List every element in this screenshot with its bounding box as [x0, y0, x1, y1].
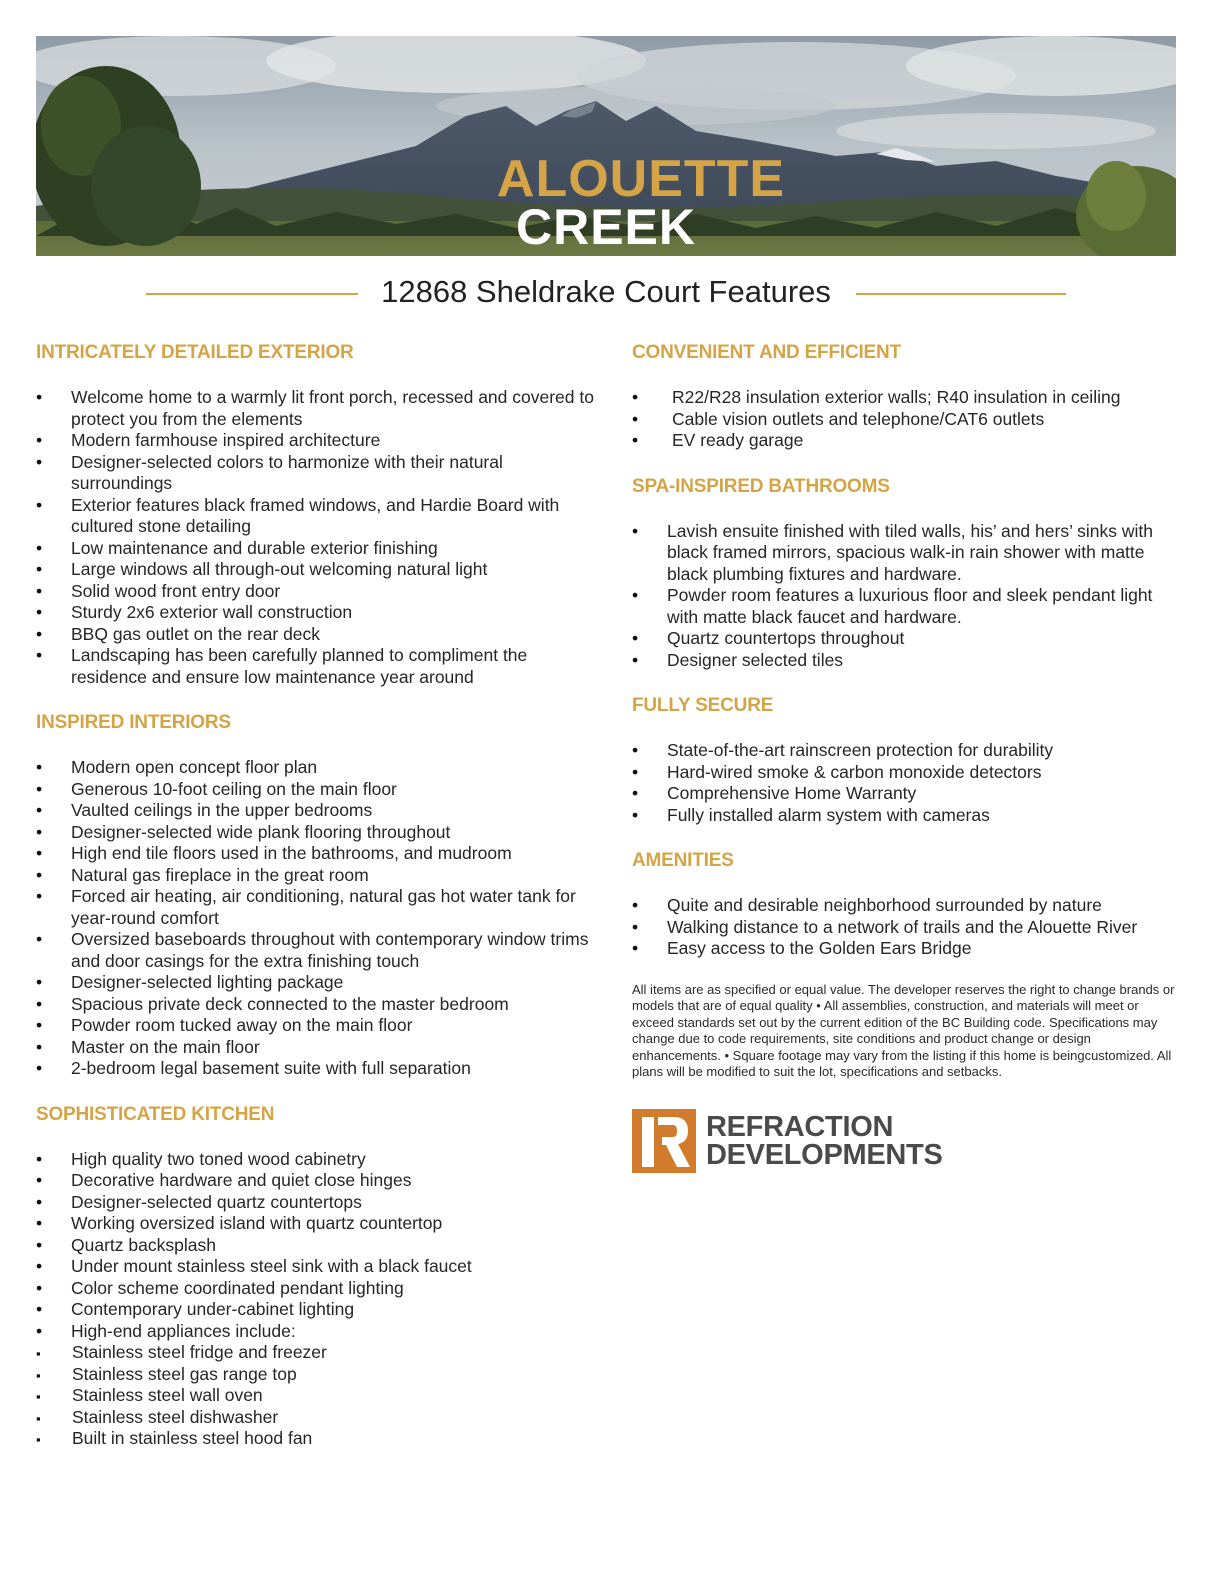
header-banner	[36, 36, 1176, 256]
list-item: • High quality two toned wood cabinetry	[36, 1149, 596, 1171]
list-item: • Exterior features black framed windows, and Hardie Board with cultured stone detailing	[36, 495, 596, 538]
section-heading: SPA-INSPIRED BATHROOMS	[632, 475, 890, 497]
list-item: • Lavish ensuite finished with tiled walls, his’ and hers’ sinks with black framed mirrors, spacious walk-in rain shower with matte black plumbing fixtures and hardware.	[632, 521, 1177, 586]
list-item: • BBQ gas outlet on the rear deck	[36, 624, 596, 646]
list-item: • R22/R28 insulation exterior walls; R40 insulation in ceiling	[632, 387, 1177, 409]
title-row	[36, 272, 1176, 312]
list-item: • Designer selected tiles	[632, 650, 1177, 672]
list-item: • Quartz countertops throughout	[632, 628, 1177, 650]
list-item: • Easy access to the Golden Ears Bridge	[632, 938, 1177, 960]
section-heading: CONVENIENT AND EFFICIENT	[632, 342, 901, 363]
feature-list	[632, 521, 1177, 672]
section-heading: INSPIRED INTERIORS	[36, 712, 231, 733]
list-item: • Designer-selected quartz countertops	[36, 1192, 596, 1214]
list-item: • Contemporary under-cabinet lighting	[36, 1299, 596, 1321]
page-title: 12868 Sheldrake Court Features	[381, 274, 831, 309]
list-item: • High end tile floors used in the bathrooms, and mudroom	[36, 843, 596, 865]
section-heading: FULLY SECURE	[632, 695, 774, 716]
list-item: • Walking distance to a network of trails and the Alouette River	[632, 917, 1177, 939]
feature-list	[632, 740, 1177, 826]
list-item: • Cable vision outlets and telephone/CAT6 outlets	[632, 409, 1177, 431]
logo-line-developments: DEVELOPMENTS	[706, 1138, 943, 1171]
left-column	[36, 340, 596, 1472]
section-heading: INTRICATELY DETAILED EXTERIOR	[36, 342, 354, 363]
list-item: • Modern farmhouse inspired architecture	[36, 430, 596, 452]
logo-wordmark	[706, 1110, 943, 1171]
list-item: • Working oversized island with quartz countertop	[36, 1213, 596, 1235]
list-item: • High-end appliances include:	[36, 1321, 596, 1343]
feature-list	[632, 387, 1177, 452]
feature-list	[36, 387, 596, 688]
list-item: • Quartz backsplash	[36, 1235, 596, 1257]
list-item: • Designer-selected colors to harmonize with their natural surroundings	[36, 452, 596, 495]
section-interiors	[36, 710, 596, 1080]
list-item: • Decorative hardware and quiet close hinges	[36, 1170, 596, 1192]
list-item: • Natural gas fireplace in the great room	[36, 865, 596, 887]
list-item: • Oversized baseboards throughout with contemporary window trims and door casings for the extra finishing touch	[36, 929, 596, 972]
appliance-item: ▪ Stainless steel gas range top	[36, 1364, 596, 1386]
brand-wordmark	[36, 150, 1176, 255]
list-item: • Landscaping has been carefully planned to compliment the residence and ensure low maintenance year around	[36, 645, 596, 688]
list-item: • EV ready garage	[632, 430, 1177, 452]
section-fully-secure	[632, 693, 1177, 826]
list-item: • Under mount stainless steel sink with a black faucet	[36, 1256, 596, 1278]
section-amenities	[632, 848, 1177, 960]
list-item: • Forced air heating, air conditioning, natural gas hot water tank for year-round comfort	[36, 886, 596, 929]
section-kitchen	[36, 1102, 596, 1450]
brand-line-creek: CREEK	[515, 199, 697, 255]
list-item: • Powder room features a luxurious floor and sleek pendant light with matte black faucet and hardware.	[632, 585, 1177, 628]
appliance-item: ▪ Stainless steel fridge and freezer	[36, 1342, 596, 1364]
list-item: • Master on the main floor	[36, 1037, 596, 1059]
list-item: • Generous 10-foot ceiling on the main floor	[36, 779, 596, 801]
list-item: • Designer-selected lighting package	[36, 972, 596, 994]
list-item: • 2-bedroom legal basement suite with full separation	[36, 1058, 596, 1080]
section-exterior	[36, 340, 596, 688]
list-item: • Large windows all through-out welcoming natural light	[36, 559, 596, 581]
list-item: • Low maintenance and durable exterior finishing	[36, 538, 596, 560]
section-heading: SOPHISTICATED KITCHEN	[36, 1103, 275, 1125]
list-item: • Sturdy 2x6 exterior wall construction	[36, 602, 596, 624]
right-column	[632, 340, 1177, 1173]
list-item: • Modern open concept floor plan	[36, 757, 596, 779]
list-item: • Spacious private deck connected to the master bedroom	[36, 994, 596, 1016]
appliance-item: ▪ Stainless steel dishwasher	[36, 1407, 596, 1429]
logo-line-refraction: REFRACTION	[706, 1110, 894, 1143]
list-item: • Comprehensive Home Warranty	[632, 783, 1177, 805]
list-item: • Hard-wired smoke & carbon monoxide detectors	[632, 762, 1177, 784]
appliance-item: ▪ Built in stainless steel hood fan	[36, 1428, 596, 1450]
section-heading: AMENITIES	[632, 850, 734, 871]
list-item: • Color scheme coordinated pendant lighting	[36, 1278, 596, 1300]
section-convenient-efficient	[632, 340, 1177, 452]
list-item: • Solid wood front entry door	[36, 581, 596, 603]
appliance-list	[36, 1342, 596, 1450]
list-item: • Powder room tucked away on the main floor	[36, 1015, 596, 1037]
disclaimer-text: All items are as specified or equal value. The developer reserves the right to change brands or models that are of equal quality • All assemblies, construction, and materials will meet or exceed standards set out by the current edition of the BC Building code. Specifications may change due to code requirements, site conditions and product change or design enhancements. • Square footage may vary from the listing if this home is beingcustomized. All plans will be modified to suit the lot, specifications and setbacks.	[632, 981, 1175, 1079]
feature-list	[36, 757, 596, 1080]
feature-list	[632, 895, 1177, 960]
refraction-developments-logo	[632, 1109, 1177, 1173]
title-rule-right	[856, 293, 1066, 295]
list-item: • Welcome home to a warmly lit front porch, recessed and covered to protect you from the elements	[36, 387, 596, 430]
list-item: • Vaulted ceilings in the upper bedrooms	[36, 800, 596, 822]
refraction-logo-icon	[632, 1109, 696, 1173]
brand-line-alouette: ALOUETTE	[496, 150, 786, 208]
list-item: • Designer-selected wide plank flooring throughout	[36, 822, 596, 844]
list-item: • Fully installed alarm system with cameras	[632, 805, 1177, 827]
feature-list	[36, 1149, 596, 1343]
section-bathrooms	[632, 474, 1177, 672]
appliance-item: ▪ Stainless steel wall oven	[36, 1385, 596, 1407]
list-item: • State-of-the-art rainscreen protection for durability	[632, 740, 1177, 762]
list-item: • Quite and desirable neighborhood surrounded by nature	[632, 895, 1177, 917]
